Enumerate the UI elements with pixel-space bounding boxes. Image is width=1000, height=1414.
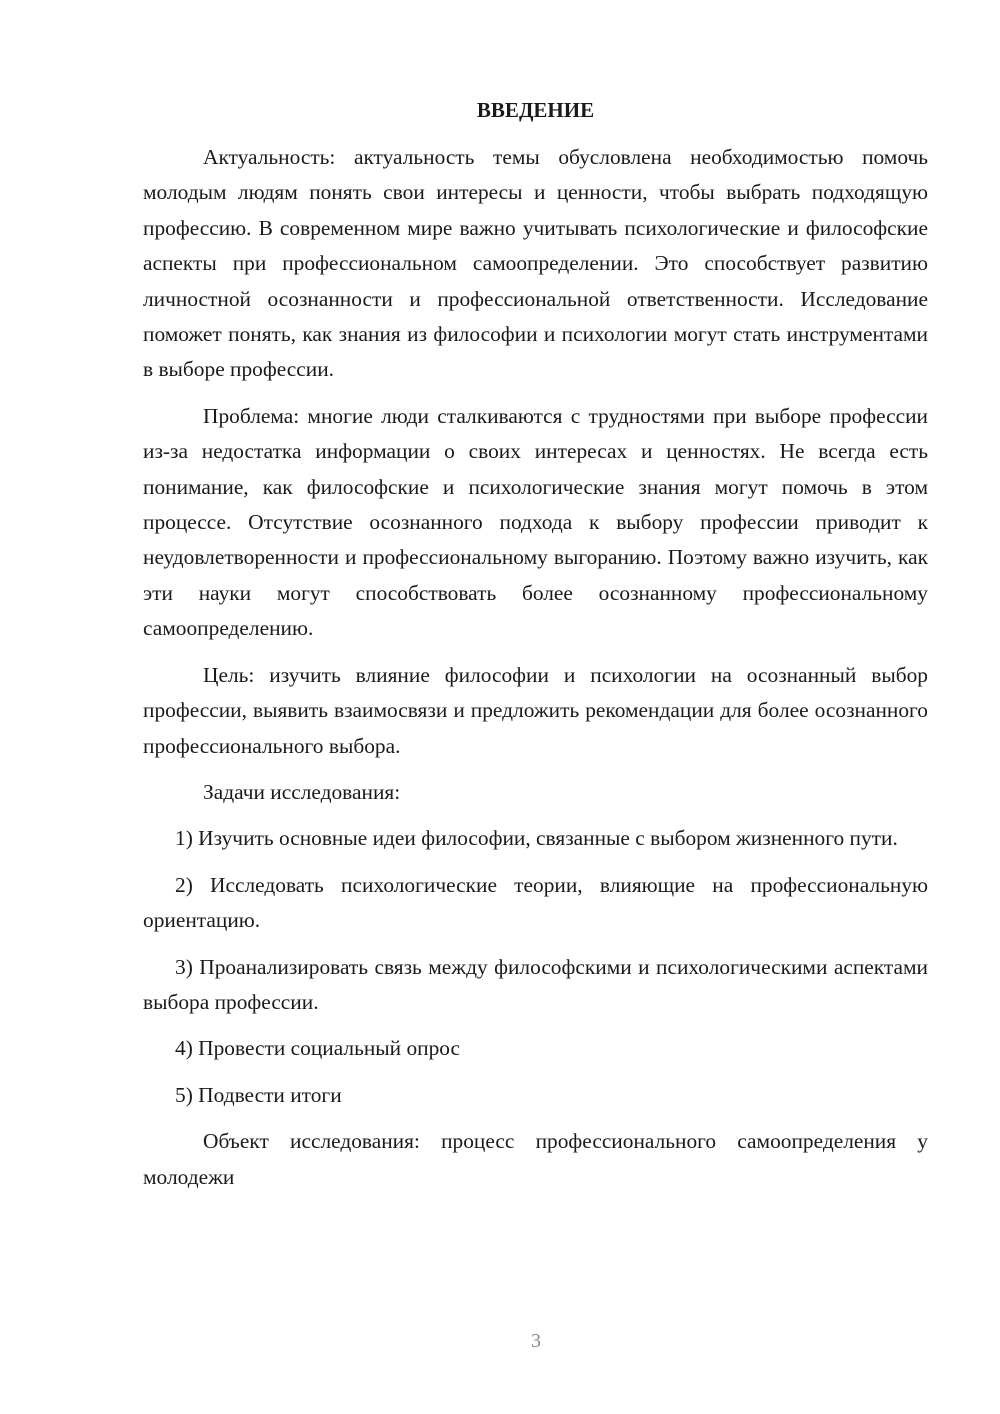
- document-page: [143, 90, 928, 1206]
- paragraph-relevance: Актуальность: актуальность темы обусловлена необходимостью помочь молодым людям понять свои интересы и ценности, чтобы выбрать подходящую профессию. В современном мире важно учитывать психологические и философские аспекты при профессиональном самоопределении. Это способствует развитию личностной осознанности и профессиональной ответственности. Исследование поможет понять, как знания из философии и психологии могут стать инструментами в выборе профессии.: [143, 145, 928, 382]
- paragraph-object: Объект исследования: процесс профессионального самоопределения у молодежи: [143, 1129, 928, 1189]
- document-heading: ВВЕДЕНИЕ: [476, 98, 595, 122]
- task-item: 1) Изучить основные идеи философии, связанные с выбором жизненного пути.: [175, 826, 898, 851]
- paragraph-goal: Цель: изучить влияние философии и психологии на осознанный выбор профессии, выявить взаимосвязи и предложить рекомендации для более осознанного профессионального выбора.: [143, 662, 928, 758]
- task-item: 3) Проанализировать связь между философскими и психологическими аспектами выбора профессии.: [143, 954, 928, 1014]
- tasks-title: Задачи исследования:: [203, 779, 401, 804]
- page-number: 3: [531, 1330, 541, 1352]
- paragraph-problem: Проблема: многие люди сталкиваются с трудностями при выборе профессии из-за недостатка информации о своих интересах и ценностях. Не всегда есть понимание, как философские и психологические знания могут помочь в этом процессе. Отсутствие осознанного подхода к выбору профессии приводит к неудовлетворенности и профессиональному выгоранию. Поэтому важно изучить, как эти науки могут способствовать более осознанному профессиональному самоопределению.: [143, 403, 928, 641]
- tasks-list: [143, 821, 928, 1113]
- task-item: 5) Подвести итоги: [175, 1082, 342, 1107]
- task-item: 4) Провести социальный опрос: [175, 1036, 461, 1061]
- task-item: 2) Исследовать психологические теории, влияющие на профессиональную ориентацию.: [143, 872, 928, 933]
